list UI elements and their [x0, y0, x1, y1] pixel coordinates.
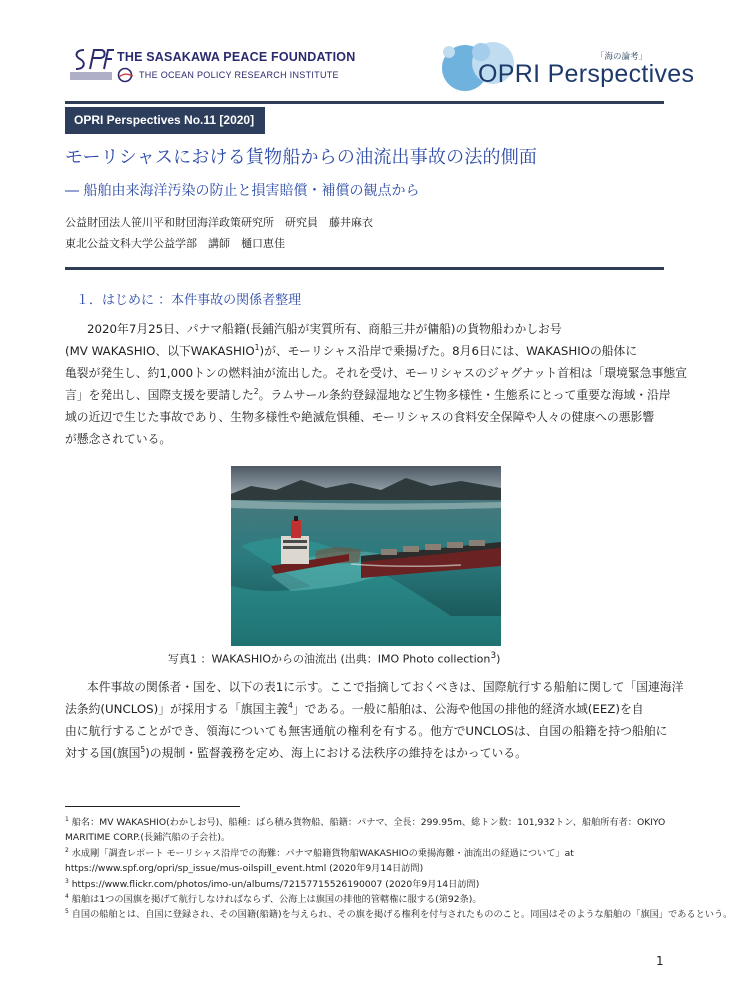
- para1-line: (MV WAKASHIO、以下WAKASHIO$^1$)が、モーリシャス沿岸で乗揚げた。8月6日には、WAKASHIOの船体に: [65, 343, 638, 359]
- footnote-ref: 5: [140, 745, 146, 755]
- footnote-5: $^5$ 自国の船舶とは、自国に登録され、その国籍(船籍)を与えられ、その旗を掲げる権利を付与されたもののこと。同国はそのような船舶の「旗国」であるという。: [65, 908, 732, 921]
- page-header: [0, 0, 711, 100]
- footnote-2: $^2$ 水成剛「調査レポート モーリシャス沿岸での海難：パナマ船籍貨物船WAKASHIOの乗揚海難・油流出の経過について」at: [65, 846, 574, 859]
- oil-spill-photo: [231, 466, 501, 646]
- parties-paragraph: [65, 676, 684, 764]
- photo-caption: 写真1 ：WAKASHIOからの油流出 (出典：IMO Photo collection$^3$): [168, 650, 501, 666]
- para2-line: 法条約(UNCLOS)」が採用する「旗国主義$^4$」である。一般に船舶は、公海や他国の排他的経済水域(EEZ)を自: [65, 701, 644, 717]
- article-title: モーリシャスにおける貨物船からの油流出事故の法的側面: [65, 147, 538, 168]
- footnote-1: $^1$ 船名：MV WAKASHIO(わかしお号)、船種：ばら積み貨物船、船籍：パナマ、全長：299.95m、総トン数：101,932トン、船舶所有者：OKIYO: [65, 815, 666, 828]
- page-number: 1: [656, 954, 664, 968]
- foundation-name: THE SASAKAWA PEACE FOUNDATION: [117, 50, 356, 64]
- author-line-2: 東北公益文科大学公益学部 講師 樋口恵佳: [65, 237, 285, 250]
- footnote-rule: [65, 806, 240, 807]
- para2-line: 由に航行することができ、領海についても無害通航の権利を有する。他方でUNCLOSは、自国の船籍を持つ船舶に: [65, 724, 668, 739]
- footnote-ref: 1: [254, 343, 260, 353]
- issue-badge: OPRI Perspectives No.11 [2020]: [65, 107, 265, 134]
- series-tagline: 「海の論考」: [596, 52, 648, 62]
- footnote-2-link[interactable]: https://www.spf.org/opri/sp_issue/mus-oilspill_event.html (2020年9月14日訪問): [65, 863, 424, 875]
- title-rule: [65, 267, 664, 270]
- spf-logo-icon: [68, 44, 114, 84]
- footnote-ref: 3: [490, 650, 497, 661]
- footnote-3[interactable]: $^3$ https://www.flickr.com/photos/imo-un/albums/72157715526190007 (2020年9月14日訪問): [65, 877, 480, 890]
- opri-logo-icon: [117, 67, 137, 83]
- para1-line: 2020年7月25日、パナマ船籍(長鋪汽船が実質所有、商船三井が傭船)の貨物船わかしお号: [87, 322, 562, 336]
- footnote-ref: 2: [253, 387, 259, 397]
- series-title: OPRI Perspectives: [478, 60, 695, 88]
- author-line-1: 公益財団法人笹川平和財団海洋政策研究所 研究員 藤井麻衣: [65, 216, 373, 229]
- para2-line: 対する国(旗国$^5$)の規制・監督義務を定め、海上における法秩序の維持をはかっている。: [65, 745, 527, 761]
- para1-line: 亀裂が発生し、約1,000トンの燃料油が流出した。それを受け、モーリシャスのジャグナット首相は「環境緊急事態宣: [65, 366, 687, 381]
- footnote-1-cont: MARITIME CORP.(長鋪汽船の子会社)。: [65, 832, 231, 844]
- institute-name: THE OCEAN POLICY RESEARCH INSTITUTE: [139, 70, 339, 80]
- footnotes: [65, 815, 732, 923]
- footnote-ref: 4: [287, 701, 293, 711]
- para1-line: 域の近辺で生じた事故であり、生物多様性や絶滅危惧種、モーリシャスの食料安全保障や人々の健康への悪影響: [65, 410, 655, 425]
- para2-line: 本件事故の関係者・国を、以下の表1に示す。ここで指摘しておくべきは、国際航行する船舶に関して「国連海洋: [87, 680, 684, 694]
- intro-paragraph: [65, 318, 687, 451]
- header-rule: [65, 101, 664, 104]
- article-subtitle: ― 船舶由来海洋汚染の防止と損害賠償・補償の観点から: [65, 183, 420, 199]
- footnote-4: $^4$ 船舶は1つの国旗を掲げて航行しなければならず、公海上は旗国の排他的管轄権に服する(第92条)。: [65, 892, 482, 906]
- para1-line: が懸念されている。: [65, 432, 172, 447]
- section-heading: １．はじめに ：本件事故の関係者整理: [76, 293, 302, 308]
- para1-line: 言」を発出し、国際支援を要請した$^2$。ラムサール条約登録湿地など生物多様性・生態系にとって重要な海域・沿岸: [65, 387, 671, 403]
